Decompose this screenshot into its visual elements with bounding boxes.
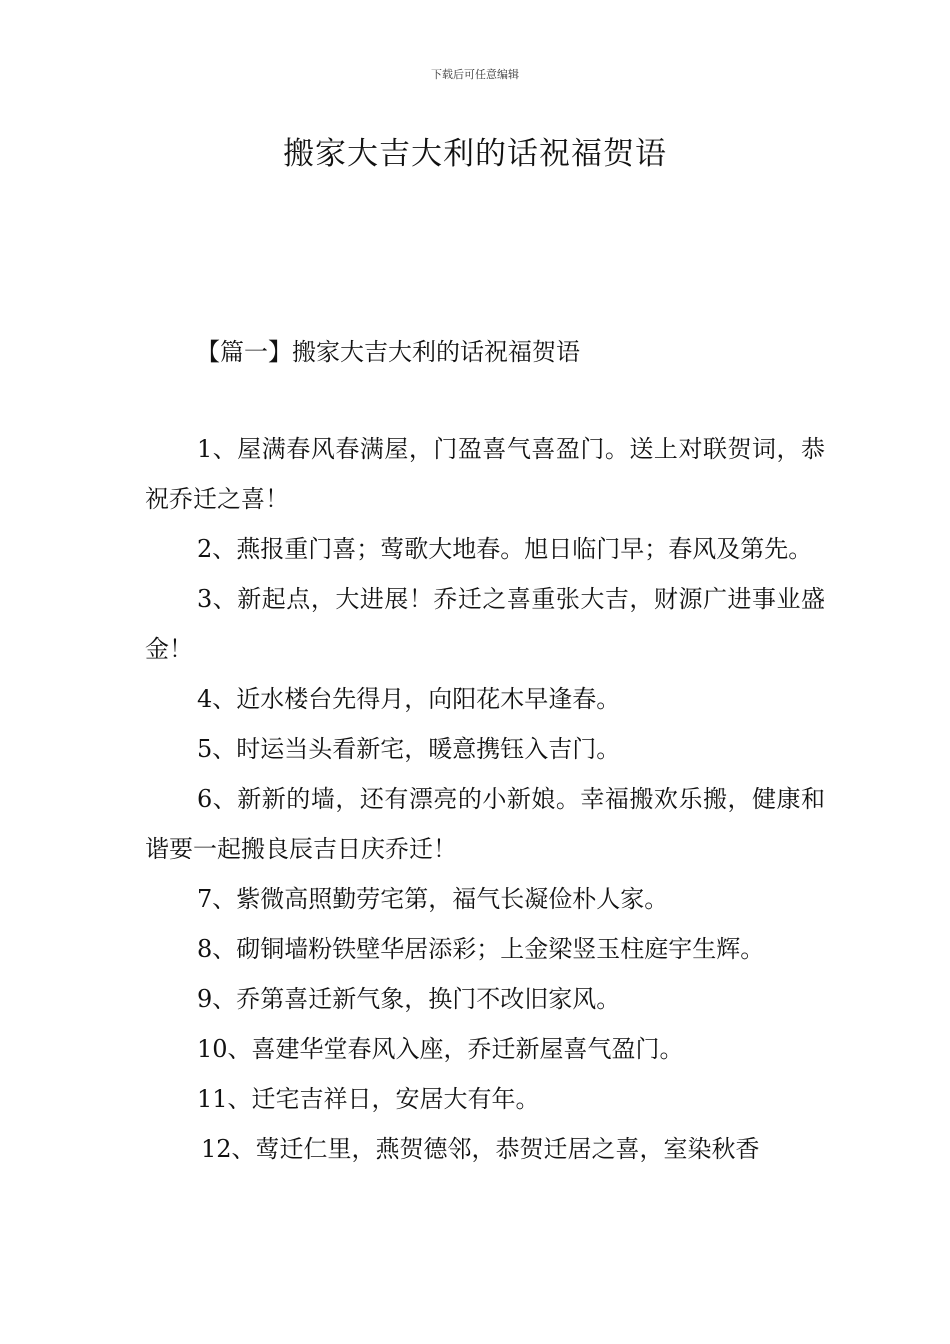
paragraph-6: 6、新新的墙，还有漂亮的小新娘。幸福搬欢乐搬，健康和谐要一起搬良辰吉日庆乔迁！ xyxy=(145,785,825,863)
document-title: 搬家大吉大利的话祝福贺语 xyxy=(283,136,667,172)
section-heading: 【篇一】搬家大吉大利的话祝福贺语 xyxy=(196,338,580,366)
paragraph-4: 4、近水楼台先得月，向阳花木早逢春。 xyxy=(197,685,621,713)
body-text xyxy=(145,424,825,1174)
paragraph-10: 10、喜建华堂春风入座，乔迁新屋喜气盈门。 xyxy=(197,1035,684,1063)
paragraph-3: 3、新起点，大进展！乔迁之喜重张大吉，财源广进事业盛金！ xyxy=(145,585,825,663)
paragraph-12: 12、莺迁仁里，燕贺德邻，恭贺迁居之喜，室染秋香 xyxy=(201,1135,760,1163)
paragraph-2: 2、燕报重门喜；莺歌大地春。旭日临门早；春风及第先。 xyxy=(197,535,813,563)
paragraph-11: 11、迁宅吉祥日，安居大有年。 xyxy=(197,1085,540,1113)
paragraph-1: 1、屋满春风春满屋，门盈喜气喜盈门。送上对联贺词，恭祝乔迁之喜！ xyxy=(145,435,825,513)
paragraph-8: 8、砌铜墙粉铁壁华居添彩；上金梁竖玉柱庭宇生辉。 xyxy=(197,935,765,963)
paragraph-7: 7、紫微高照勤劳宅第，福气长凝俭朴人家。 xyxy=(197,885,669,913)
paragraph-5: 5、时运当头看新宅，暖意携钰入吉门。 xyxy=(197,735,621,763)
paragraph-9: 9、乔第喜迁新气象，换门不改旧家风。 xyxy=(197,985,621,1013)
header-note: 下载后可任意编辑 xyxy=(431,68,519,81)
